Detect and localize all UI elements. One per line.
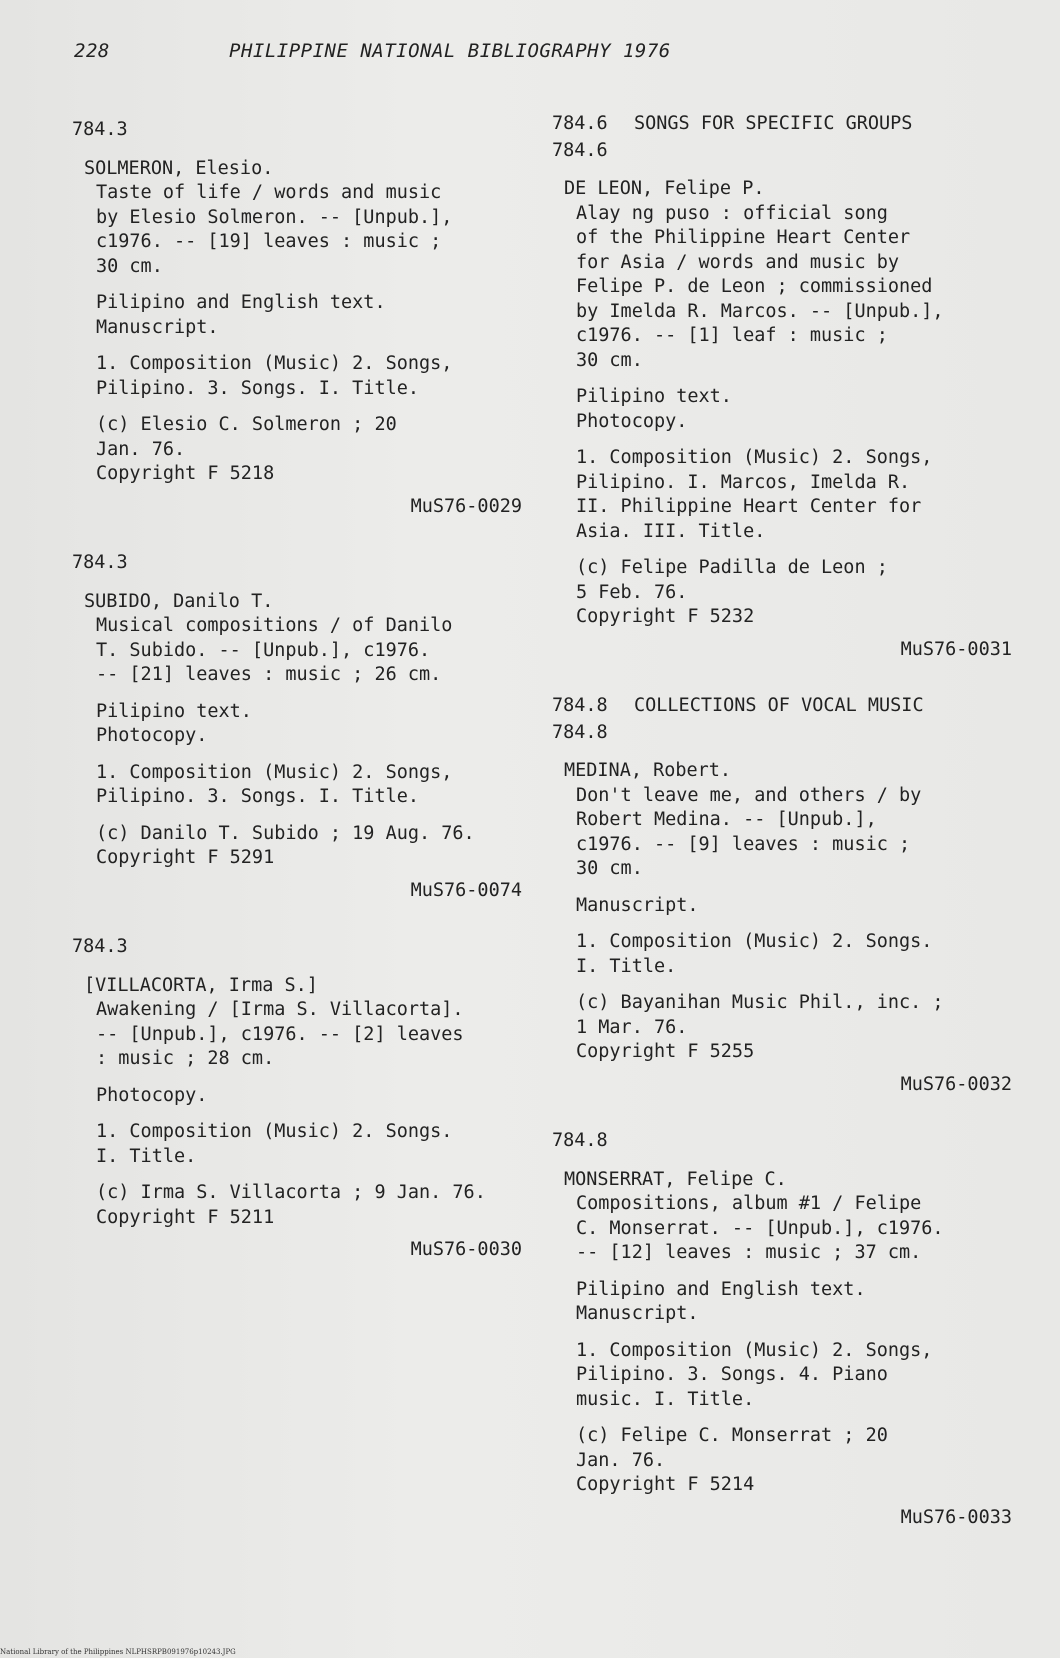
subjects-block bbox=[552, 1339, 1012, 1413]
catalog-entry bbox=[72, 935, 522, 1263]
main-entry: MONSERRAT, Felipe C. bbox=[564, 1168, 787, 1190]
description-line: c1976. -- [1] leaf : music ; bbox=[576, 325, 888, 346]
copyright-line: Jan. 76. bbox=[96, 438, 186, 460]
catalog-entry bbox=[72, 118, 522, 519]
right-column bbox=[552, 112, 1012, 1562]
description-line: of the Philippine Heart Center bbox=[576, 227, 911, 248]
subject-line: I. Title. bbox=[576, 955, 677, 977]
class-number: 784.3 bbox=[72, 936, 128, 957]
notes-block bbox=[552, 1278, 1012, 1327]
description-line: Don't leave me, and others / by bbox=[576, 784, 922, 806]
description-line: Felipe P. de Leon ; commissioned bbox=[576, 276, 933, 297]
subject-line: II. Philippine Heart Center for bbox=[576, 496, 922, 517]
main-entry: SUBIDO, Danilo T. bbox=[84, 590, 274, 612]
copyright-line: (c) Felipe C. Monserrat ; 20 bbox=[576, 1425, 888, 1446]
notes-block bbox=[72, 291, 522, 340]
copyright-line: 5 Feb. 76. bbox=[576, 581, 688, 603]
description-line: by Imelda R. Marcos. -- [Unpub.], bbox=[576, 300, 944, 322]
copyright-line: Copyright F 5214 bbox=[576, 1474, 755, 1495]
class-number: 784.8 bbox=[552, 721, 608, 743]
subjects-block bbox=[72, 761, 522, 810]
subject-line: 1. Composition (Music) 2. Songs, bbox=[96, 761, 453, 783]
section-number: 784.6 bbox=[552, 113, 608, 134]
copyright-line: Copyright F 5291 bbox=[96, 847, 275, 868]
subjects-block bbox=[552, 446, 1012, 544]
class-number: 784.8 bbox=[552, 1130, 608, 1151]
description-line: C. Monserrat. -- [Unpub.], c1976. bbox=[576, 1217, 944, 1239]
copyright-block bbox=[552, 556, 1012, 630]
copyright-line: (c) Irma S. Villacorta ; 9 Jan. 76. bbox=[96, 1182, 486, 1203]
copyright-line: (c) Danilo T. Subido ; 19 Aug. 76. bbox=[96, 822, 475, 844]
subject-line: Pilipino. 3. Songs. 4. Piano bbox=[576, 1364, 888, 1385]
subject-line: music. I. Title. bbox=[576, 1388, 755, 1410]
section-title: SONGS FOR SPECIFIC GROUPS bbox=[634, 113, 913, 134]
subject-line: I. Title. bbox=[96, 1145, 197, 1167]
description-line: Musical compositions / of Danilo bbox=[96, 615, 453, 636]
copyright-block bbox=[552, 991, 1012, 1065]
accession-number: MuS76-0029 bbox=[410, 495, 522, 517]
accession-number: MuS76-0033 bbox=[900, 1506, 1012, 1528]
note-line: Pilipino and English text. bbox=[576, 1278, 866, 1300]
note-line: Photocopy. bbox=[96, 725, 208, 746]
copyright-block bbox=[72, 413, 522, 487]
main-entry: SOLMERON, Elesio. bbox=[84, 157, 274, 179]
accession-number: MuS76-0074 bbox=[410, 879, 522, 901]
description-line: by Elesio Solmeron. -- [Unpub.], bbox=[96, 206, 453, 228]
note-line: Photocopy. bbox=[576, 410, 688, 432]
page-title: PHILIPPINE NATIONAL BIBLIOGRAPHY 1976 bbox=[229, 40, 671, 62]
section-heading bbox=[552, 112, 1012, 137]
catalog-entry bbox=[552, 1129, 1012, 1530]
note-line: Photocopy. bbox=[96, 1084, 208, 1106]
main-entry: DE LEON, Felipe P. bbox=[564, 178, 765, 199]
copyright-line: Jan. 76. bbox=[576, 1449, 666, 1471]
class-number: 784.3 bbox=[72, 552, 128, 573]
note-line: Manuscript. bbox=[576, 894, 699, 916]
subject-line: 1. Composition (Music) 2. Songs, bbox=[96, 353, 453, 374]
copyright-line: (c) Felipe Padilla de Leon ; bbox=[576, 557, 888, 578]
subject-line: Pilipino. 3. Songs. I. Title. bbox=[96, 377, 420, 399]
class-number: 784.3 bbox=[72, 119, 128, 140]
section-title: COLLECTIONS OF VOCAL MUSIC bbox=[634, 695, 924, 716]
main-entry: [VILLACORTA, Irma S.] bbox=[84, 974, 318, 996]
subject-line: 1. Composition (Music) 2. Songs, bbox=[576, 1339, 933, 1361]
description-line: T. Subido. -- [Unpub.], c1976. bbox=[96, 639, 431, 661]
description-line: c1976. -- [19] leaves : music ; bbox=[96, 231, 442, 252]
subject-line: Pilipino. 3. Songs. I. Title. bbox=[96, 786, 420, 807]
description-line: 30 cm. bbox=[576, 858, 643, 879]
notes-block bbox=[552, 894, 1012, 919]
description-line: Compositions, album #1 / Felipe bbox=[576, 1193, 922, 1214]
copyright-line: Copyright F 5232 bbox=[576, 606, 755, 627]
subject-line: 1. Composition (Music) 2. Songs, bbox=[576, 447, 933, 468]
description-line: 30 cm. bbox=[96, 255, 163, 277]
description-line: c1976. -- [9] leaves : music ; bbox=[576, 833, 911, 855]
description-line: Alay ng puso : official song bbox=[576, 202, 888, 224]
note-line: Pilipino text. bbox=[576, 386, 732, 407]
description-line: 30 cm. bbox=[576, 349, 643, 371]
class-number: 784.6 bbox=[552, 139, 608, 161]
catalog-entry bbox=[552, 112, 1012, 662]
subject-line: 1. Composition (Music) 2. Songs. bbox=[96, 1121, 453, 1142]
notes-block bbox=[72, 1084, 522, 1109]
notes-block bbox=[72, 700, 522, 749]
copyright-block bbox=[72, 1181, 522, 1230]
main-entry: MEDINA, Robert. bbox=[564, 760, 732, 781]
copyright-block bbox=[552, 1424, 1012, 1498]
copyright-line: 1 Mar. 76. bbox=[576, 1016, 688, 1038]
description-line: -- [21] leaves : music ; 26 cm. bbox=[96, 664, 442, 685]
description-line: : music ; 28 cm. bbox=[96, 1048, 275, 1069]
note-line: Pilipino text. bbox=[96, 700, 252, 722]
description-line: Taste of life / words and music bbox=[96, 182, 442, 203]
copyright-line: Copyright F 5218 bbox=[96, 463, 275, 484]
copyright-line: (c) Bayanihan Music Phil., inc. ; bbox=[576, 992, 944, 1013]
page-number: 228 bbox=[74, 40, 110, 62]
copyright-line: Copyright F 5211 bbox=[96, 1206, 275, 1228]
note-line: Manuscript. bbox=[96, 316, 219, 338]
description-line: -- [12] leaves : music ; 37 cm. bbox=[576, 1242, 922, 1263]
description-line: Awakening / [Irma S. Villacorta]. bbox=[96, 999, 464, 1020]
subjects-block bbox=[72, 352, 522, 401]
description-line: -- [Unpub.], c1976. -- [2] leaves bbox=[96, 1023, 464, 1045]
catalog-entry bbox=[552, 694, 1012, 1097]
copyright-line: Copyright F 5255 bbox=[576, 1041, 755, 1062]
subjects-block bbox=[72, 1120, 522, 1169]
section-heading bbox=[552, 694, 1012, 719]
left-column bbox=[72, 118, 522, 1295]
notes-block bbox=[552, 385, 1012, 434]
accession-number: MuS76-0031 bbox=[900, 638, 1012, 660]
subjects-block bbox=[552, 930, 1012, 979]
accession-number: MuS76-0030 bbox=[410, 1239, 522, 1260]
scan-footer: National Library of the Philippines NLPHSRPB091976p10243.JPG bbox=[0, 1648, 236, 1656]
note-line: Pilipino and English text. bbox=[96, 292, 386, 313]
catalog-entry bbox=[72, 551, 522, 903]
copyright-block bbox=[72, 822, 522, 871]
subject-line: 1. Composition (Music) 2. Songs. bbox=[576, 931, 933, 952]
description-line: Robert Medina. -- [Unpub.], bbox=[576, 809, 877, 830]
note-line: Manuscript. bbox=[576, 1303, 699, 1324]
copyright-line: (c) Elesio C. Solmeron ; 20 bbox=[96, 414, 397, 435]
accession-number: MuS76-0032 bbox=[900, 1073, 1012, 1095]
subject-line: Asia. III. Title. bbox=[576, 520, 766, 542]
subject-line: Pilipino. I. Marcos, Imelda R. bbox=[576, 471, 911, 493]
section-number: 784.8 bbox=[552, 695, 608, 716]
description-line: for Asia / words and music by bbox=[576, 251, 900, 273]
